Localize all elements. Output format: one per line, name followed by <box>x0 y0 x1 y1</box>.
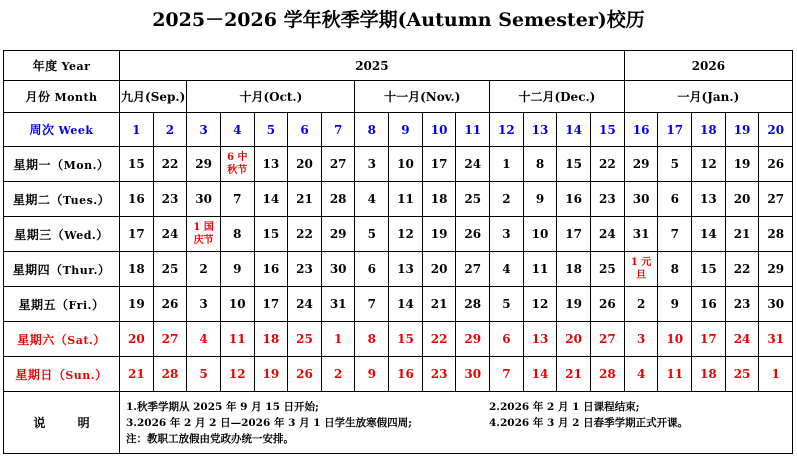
date-cell: 18 <box>254 322 288 357</box>
day-label <box>4 252 120 287</box>
date-cell: 21 <box>288 182 322 217</box>
day-label <box>4 357 120 392</box>
date-cell: 20 <box>557 322 591 357</box>
date-cell: 6 <box>355 252 389 287</box>
date-cell: 8 <box>658 252 692 287</box>
month-label-en: Month <box>54 91 98 104</box>
date-cell: 26 <box>288 357 322 392</box>
date-cell: 2 <box>624 287 658 322</box>
date-cell: 22 <box>422 322 456 357</box>
day-row <box>4 147 793 182</box>
date-cell: 16 <box>254 252 288 287</box>
week-number: 8 <box>355 113 389 147</box>
day-label-zh: 星期日 <box>15 367 53 382</box>
day-label-zh: 星期四 <box>12 262 51 277</box>
date-cell: 13 <box>389 252 423 287</box>
week-number: 10 <box>422 113 456 147</box>
date-cell: 6 <box>490 322 524 357</box>
date-cell: 20 <box>120 322 154 357</box>
month-header: 一月(Jan.) <box>624 81 792 113</box>
date-cell: 4 <box>490 252 524 287</box>
date-cell: 17 <box>254 287 288 322</box>
date-cell: 11 <box>658 357 692 392</box>
date-cell: 28 <box>153 357 187 392</box>
date-cell: 18 <box>692 357 726 392</box>
date-cell: 30 <box>759 287 793 322</box>
holiday-text: 6 中 <box>227 152 248 163</box>
week-number: 12 <box>490 113 524 147</box>
date-cell: 24 <box>456 147 490 182</box>
date-cell: 29 <box>321 217 355 252</box>
paren-close: ） <box>96 227 109 242</box>
day-row <box>4 287 793 322</box>
week-number: 18 <box>692 113 726 147</box>
date-cell: 19 <box>725 147 759 182</box>
date-cell: 10 <box>220 287 254 322</box>
date-cell: 1 <box>321 322 355 357</box>
paren-open: （ <box>54 332 68 347</box>
date-cell: 5 <box>187 357 221 392</box>
date-cell: 18 <box>557 252 591 287</box>
week-number: 6 <box>288 113 322 147</box>
date-cell: 3 <box>490 217 524 252</box>
month-header: 十二月(Dec.) <box>490 81 625 113</box>
note-item: 4.2026 年 3 月 2 日春季学期正式开课。 <box>489 416 689 429</box>
week-number: 9 <box>389 113 423 147</box>
date-cell: 30 <box>187 182 221 217</box>
date-cell: 31 <box>759 322 793 357</box>
day-label-en: Sun. <box>65 368 96 382</box>
week-number: 4 <box>220 113 254 147</box>
date-cell: 15 <box>120 147 154 182</box>
date-cell: 4 <box>355 182 389 217</box>
date-cell: 22 <box>153 147 187 182</box>
date-cell: 27 <box>456 252 490 287</box>
paren-close: ） <box>95 367 108 382</box>
date-cell: 22 <box>590 147 624 182</box>
date-cell: 30 <box>321 252 355 287</box>
week-number: 17 <box>658 113 692 147</box>
date-cell: 11 <box>220 322 254 357</box>
date-cell: 2 <box>187 252 221 287</box>
year-label-en: Year <box>61 60 91 73</box>
day-label <box>4 147 120 182</box>
date-cell: 3 <box>355 147 389 182</box>
page-title: 2025－2026 学年秋季学期(Autumn Semester)校历 <box>152 9 645 31</box>
paren-open: （ <box>52 367 66 382</box>
paren-close: ） <box>93 332 106 347</box>
date-cell: 21 <box>725 217 759 252</box>
calendar-table <box>3 50 793 454</box>
date-cell: 13 <box>523 322 557 357</box>
holiday-text: 秋节 <box>227 165 248 176</box>
week-number: 5 <box>254 113 288 147</box>
week-number: 15 <box>590 113 624 147</box>
date-cell: 25 <box>456 182 490 217</box>
date-cell: 18 <box>422 182 456 217</box>
date-cell: 19 <box>254 357 288 392</box>
holiday-text: 1 国 <box>193 222 214 233</box>
date-cell: 23 <box>153 182 187 217</box>
day-label <box>4 287 120 322</box>
date-cell: 7 <box>490 357 524 392</box>
week-label <box>4 113 120 147</box>
date-cell: 14 <box>389 287 423 322</box>
day-label <box>4 322 120 357</box>
date-cell: 23 <box>590 182 624 217</box>
date-cell: 21 <box>120 357 154 392</box>
year-label <box>4 51 120 81</box>
date-cell: 25 <box>288 322 322 357</box>
day-label-zh: 星期二 <box>12 192 51 207</box>
week-row <box>4 113 793 147</box>
date-cell: 26 <box>153 287 187 322</box>
date-cell: 29 <box>187 147 221 182</box>
day-row <box>4 252 793 287</box>
month-header: 十月(Oct.) <box>187 81 355 113</box>
date-cell: 23 <box>422 357 456 392</box>
holiday-text: 旦 <box>636 270 647 281</box>
week-number: 1 <box>120 113 154 147</box>
date-cell: 21 <box>422 287 456 322</box>
date-cell: 17 <box>692 322 726 357</box>
date-cell: 17 <box>557 217 591 252</box>
paren-open: （ <box>51 227 65 242</box>
year-2025: 2025 <box>120 51 625 81</box>
date-cell: 9 <box>220 252 254 287</box>
date-cell: 17 <box>120 217 154 252</box>
date-cell: 16 <box>557 182 591 217</box>
date-cell: 23 <box>288 252 322 287</box>
date-cell: 29 <box>456 322 490 357</box>
date-cell: 12 <box>692 147 726 182</box>
date-cell: 15 <box>254 217 288 252</box>
day-row <box>4 217 793 252</box>
date-cell: 3 <box>624 322 658 357</box>
week-number: 14 <box>557 113 591 147</box>
date-cell: 2 <box>490 182 524 217</box>
date-cell: 8 <box>220 217 254 252</box>
date-cell: 13 <box>692 182 726 217</box>
day-label-zh: 星期三 <box>14 227 52 242</box>
date-cell: 5 <box>658 147 692 182</box>
paren-open: （ <box>51 157 64 172</box>
date-cell: 18 <box>120 252 154 287</box>
date-cell: 24 <box>153 217 187 252</box>
date-cell: 13 <box>254 147 288 182</box>
date-cell: 11 <box>389 182 423 217</box>
date-cell: 24 <box>288 287 322 322</box>
day-label-zh: 星期五 <box>18 297 57 312</box>
day-label-zh: 星期一 <box>13 157 52 172</box>
notes-label: 说 明 <box>4 392 120 454</box>
week-number: 13 <box>523 113 557 147</box>
date-cell: 15 <box>692 252 726 287</box>
date-cell: 3 <box>187 287 221 322</box>
date-cell: 1 <box>490 147 524 182</box>
day-label-en: Fri. <box>68 298 92 312</box>
notes-content <box>120 392 793 454</box>
date-cell: 28 <box>590 357 624 392</box>
date-cell: 10 <box>389 147 423 182</box>
date-cell: 29 <box>759 252 793 287</box>
week-number: 19 <box>725 113 759 147</box>
day-label-zh: 星期六 <box>17 332 55 347</box>
week-number: 7 <box>321 113 355 147</box>
date-cell: 27 <box>321 147 355 182</box>
week-number: 3 <box>187 113 221 147</box>
date-cell: 11 <box>523 252 557 287</box>
date-cell: 16 <box>120 182 154 217</box>
date-cell: 27 <box>153 322 187 357</box>
date-cell: 27 <box>590 322 624 357</box>
week-number: 2 <box>153 113 187 147</box>
date-cell: 28 <box>321 182 355 217</box>
date-cell: 15 <box>389 322 423 357</box>
holiday-cell <box>624 252 658 287</box>
date-cell: 19 <box>422 217 456 252</box>
week-number: 20 <box>759 113 793 147</box>
date-cell: 7 <box>220 182 254 217</box>
month-label-zh: 月份 <box>25 90 51 104</box>
date-cell: 4 <box>187 322 221 357</box>
date-cell: 5 <box>355 217 389 252</box>
date-cell: 30 <box>456 357 490 392</box>
month-row <box>4 81 793 113</box>
paren-close: ） <box>96 157 110 172</box>
date-cell: 19 <box>120 287 154 322</box>
date-cell: 29 <box>624 147 658 182</box>
day-label-en: Sat. <box>67 333 94 347</box>
date-cell: 20 <box>422 252 456 287</box>
year-label-zh: 年度 <box>32 59 58 73</box>
week-number: 11 <box>456 113 490 147</box>
date-cell: 28 <box>759 217 793 252</box>
note-item: 3.2026 年 2 月 2 日—2026 年 3 月 1 日学生放寒假四周; <box>126 416 413 429</box>
week-label-zh: 周次 <box>29 123 55 137</box>
paren-close: ） <box>97 262 111 277</box>
date-cell: 10 <box>523 217 557 252</box>
date-cell: 12 <box>389 217 423 252</box>
day-label-en: Thur. <box>62 263 98 277</box>
holiday-text: 庆节 <box>193 235 214 246</box>
date-cell: 24 <box>725 322 759 357</box>
notes-line <box>126 415 786 431</box>
date-cell: 2 <box>321 357 355 392</box>
note-item: 注：教职工放假由党政办统一安排。 <box>126 432 294 445</box>
date-cell: 22 <box>288 217 322 252</box>
year-row <box>4 51 793 81</box>
week-label-en: Week <box>58 124 94 137</box>
date-cell: 10 <box>658 322 692 357</box>
date-cell: 15 <box>557 147 591 182</box>
date-cell: 25 <box>725 357 759 392</box>
year-2026: 2026 <box>624 51 792 81</box>
day-label <box>4 217 120 252</box>
date-cell: 20 <box>725 182 759 217</box>
notes-line <box>126 399 786 415</box>
date-cell: 20 <box>288 147 322 182</box>
date-cell: 16 <box>692 287 726 322</box>
date-cell: 12 <box>220 357 254 392</box>
month-header: 九月(Sep.) <box>120 81 187 113</box>
note-item: 2.2026 年 2 月 1 日课程结束; <box>489 400 640 413</box>
date-cell: 23 <box>725 287 759 322</box>
date-cell: 26 <box>590 287 624 322</box>
date-cell: 12 <box>523 287 557 322</box>
date-cell: 16 <box>389 357 423 392</box>
week-number: 16 <box>624 113 658 147</box>
date-cell: 8 <box>355 322 389 357</box>
date-cell: 9 <box>658 287 692 322</box>
date-cell: 6 <box>658 182 692 217</box>
paren-open: （ <box>50 192 63 207</box>
holiday-cell <box>220 147 254 182</box>
date-cell: 28 <box>456 287 490 322</box>
date-cell: 14 <box>523 357 557 392</box>
date-cell: 7 <box>658 217 692 252</box>
day-label <box>4 182 120 217</box>
paren-close: ） <box>91 297 105 312</box>
month-header: 十一月(Nov.) <box>355 81 490 113</box>
date-cell: 26 <box>456 217 490 252</box>
day-label-en: Mon. <box>63 158 97 172</box>
date-cell: 27 <box>759 182 793 217</box>
date-cell: 31 <box>321 287 355 322</box>
date-cell: 24 <box>590 217 624 252</box>
date-cell: 1 <box>759 357 793 392</box>
paren-close: ） <box>97 192 111 207</box>
day-label-en: Tues. <box>62 193 98 207</box>
date-cell: 30 <box>624 182 658 217</box>
holiday-cell <box>187 217 221 252</box>
date-cell: 4 <box>624 357 658 392</box>
date-cell: 31 <box>624 217 658 252</box>
day-row <box>4 322 793 357</box>
date-cell: 8 <box>523 147 557 182</box>
note-item: 1.秋季学期从 2025 年 9 月 15 日开始; <box>126 400 319 413</box>
date-cell: 9 <box>523 182 557 217</box>
date-cell: 9 <box>355 357 389 392</box>
date-cell: 25 <box>153 252 187 287</box>
paren-open: （ <box>50 262 63 277</box>
date-cell: 22 <box>725 252 759 287</box>
day-row <box>4 357 793 392</box>
date-cell: 14 <box>692 217 726 252</box>
date-cell: 19 <box>557 287 591 322</box>
date-cell: 5 <box>490 287 524 322</box>
date-cell: 25 <box>590 252 624 287</box>
date-cell: 14 <box>254 182 288 217</box>
date-cell: 26 <box>759 147 793 182</box>
date-cell: 7 <box>355 287 389 322</box>
month-label <box>4 81 120 113</box>
date-cell: 21 <box>557 357 591 392</box>
date-cell: 17 <box>422 147 456 182</box>
day-label-en: Wed. <box>64 228 97 242</box>
notes-line <box>126 431 786 447</box>
day-row <box>4 182 793 217</box>
paren-open: （ <box>56 297 69 312</box>
notes-row <box>4 392 793 454</box>
holiday-text: 1 元 <box>630 257 652 268</box>
